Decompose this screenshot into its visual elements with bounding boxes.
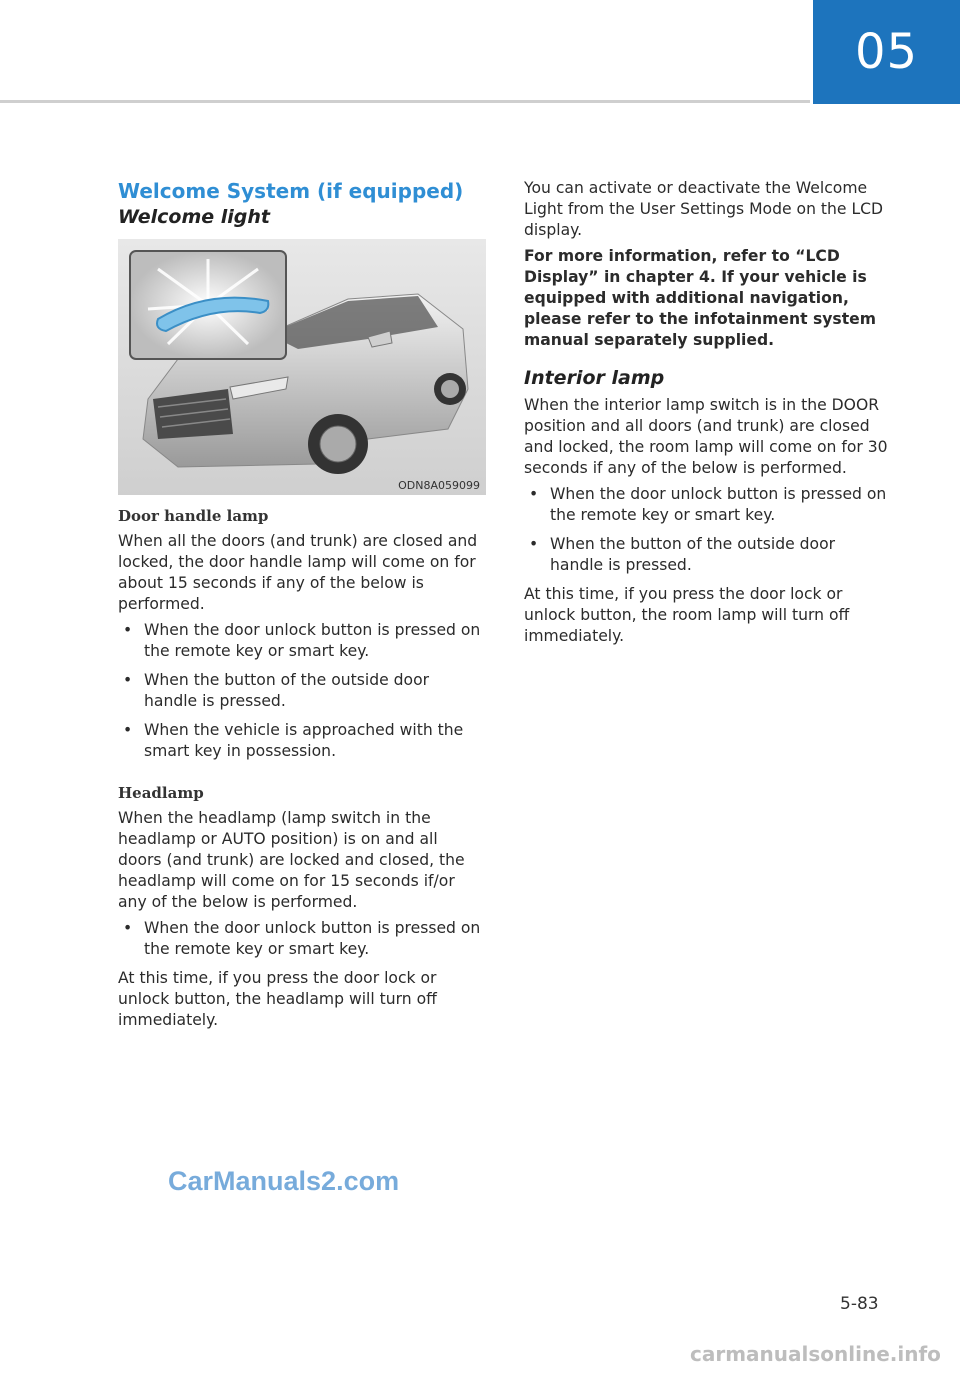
section-title: Welcome System (if equipped)	[118, 179, 464, 203]
left-column	[118, 178, 486, 1036]
headlamp-heading: Headlamp	[118, 784, 204, 802]
interior-lamp-heading: Interior lamp	[524, 367, 665, 389]
list-item: • When the button of the outside door handle is pressed.	[118, 670, 486, 712]
list-item: • When the vehicle is approached with the smart key in possession.	[118, 720, 486, 762]
interior-lamp-intro: When the interior lamp switch is in the DOOR position and all doors (and trunk) are closed and locked, the room lamp will come on for 30 seconds if any of the below is performed.	[524, 396, 888, 477]
headlamp-list	[118, 918, 486, 960]
subhead-welcome-light: Welcome light	[118, 206, 270, 228]
page-number: 5-83	[840, 1294, 879, 1314]
figure-code: ODN8A059099	[398, 479, 480, 492]
header-rule	[0, 100, 810, 103]
interior-lamp-list	[524, 484, 888, 576]
list-item: • When the button of the outside door handle is pressed.	[524, 534, 888, 576]
list-item: • When the door unlock button is pressed on the remote key or smart key.	[118, 918, 486, 960]
headlamp-intro: When the headlamp (lamp switch in the headlamp or AUTO position) is on and all doors (and trunk) are locked and closed, the headlamp will come on for 15 seconds if/or any of the below is performed.	[118, 809, 465, 911]
footer-site-mark: carmanualsonline.info	[690, 1342, 941, 1366]
list-item: • When the door unlock button is pressed on the remote key or smart key.	[118, 620, 486, 662]
list-item: • When the door unlock button is pressed on the remote key or smart key.	[524, 484, 888, 526]
door-handle-intro: When all the doors (and trunk) are closed and locked, the door handle lamp will come on for about 15 seconds if any of the below is performed.	[118, 532, 478, 613]
welcome-light-setting-text: You can activate or deactivate the Welcome Light from the User Settings Mode on the LCD display.	[524, 179, 884, 239]
car-drawing	[118, 239, 486, 495]
watermark: CarManuals2.com	[168, 1166, 400, 1196]
more-info-note: For more information, refer to “LCD Display” in chapter 4. If your vehicle is equipped with additional navigation, please refer to the infotainment system manual separately supplied.	[524, 247, 876, 349]
right-column	[524, 178, 888, 652]
headlamp-outro: At this time, if you press the door lock or unlock button, the headlamp will turn off immediately.	[118, 969, 437, 1029]
door-handle-heading: Door handle lamp	[118, 507, 269, 525]
chapter-tab: 05	[813, 0, 960, 104]
door-handle-list	[118, 620, 486, 762]
car-illustration	[118, 239, 486, 495]
interior-lamp-outro: At this time, if you press the door lock or unlock button, the room lamp will turn off immediately.	[524, 585, 850, 645]
